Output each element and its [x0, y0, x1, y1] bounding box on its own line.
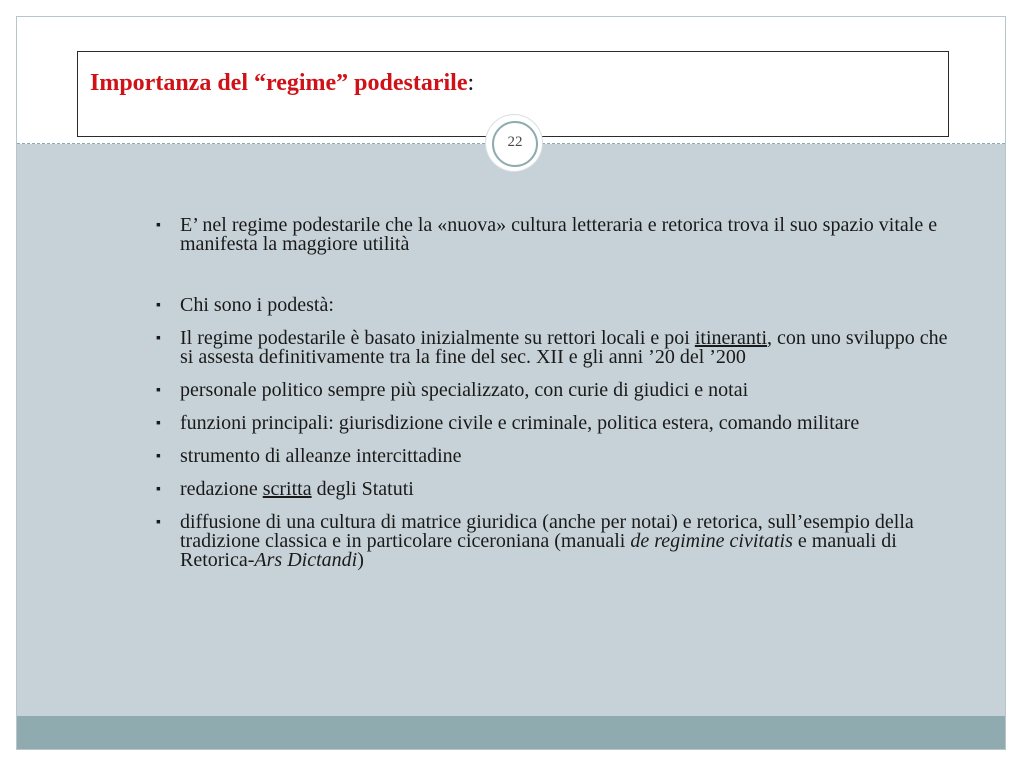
bullet-text: funzioni principali: giurisdizione civile e criminale, politica estera, comando militare [180, 412, 860, 434]
bullet-item [153, 480, 953, 499]
bullet-text: , con uno sviluppo che si assesta definitivamente tra la fine del sec. XII e gli anni ’20 del ’200 [180, 327, 948, 368]
bullet-text: redazione [180, 478, 263, 500]
bullet-text: Chi sono i podestà: [180, 294, 334, 316]
underlined-term: itineranti [694, 327, 768, 349]
bullet-item [153, 447, 953, 466]
bullet-text: personale politico sempre più specializzato, con curie di giudici e notai [180, 379, 749, 401]
slide-title [90, 70, 474, 97]
page-number: 22 [507, 134, 523, 150]
slide-title-text: Importanza del “regime” podestarile [90, 70, 468, 96]
bullet-item [153, 329, 953, 367]
bullet-list [153, 216, 953, 584]
italic-term: de regimine civitatis [630, 530, 793, 552]
footer-band [17, 716, 1005, 750]
bullet-text: E’ nel regime podestarile che la «nuova» cultura letteraria e retorica trova il suo spazio vitale e manifesta la maggiore utilità [180, 214, 938, 255]
bullet-text: strumento di alleanze intercittadine [180, 445, 462, 467]
bullet-text: degli Statuti [311, 478, 414, 500]
bullet-item [153, 216, 953, 254]
content-area [17, 144, 1005, 716]
slide-title-colon: : [467, 70, 475, 96]
bullet-item [153, 381, 953, 400]
bullet-item [153, 414, 953, 433]
bullet-item [153, 296, 953, 315]
bullet-text: Il regime podestarile è basato inizialmente su rettori locali e poi [180, 327, 695, 349]
bullet-text: diffusione di una cultura di matrice giuridica (anche per notai) e retorica, sull’esempio della tradizione classica e in particolare ciceroniana (manuali [180, 511, 914, 552]
bullet-text: ) [357, 549, 364, 571]
underlined-term: scritta [262, 478, 312, 500]
italic-term: Ars Dictandi [254, 549, 358, 571]
slide [16, 16, 1006, 750]
page-number-badge [486, 115, 542, 171]
bullet-item [153, 513, 953, 570]
bullet-text: e manuali di Retorica- [180, 530, 897, 571]
page-number-ring [492, 121, 538, 167]
